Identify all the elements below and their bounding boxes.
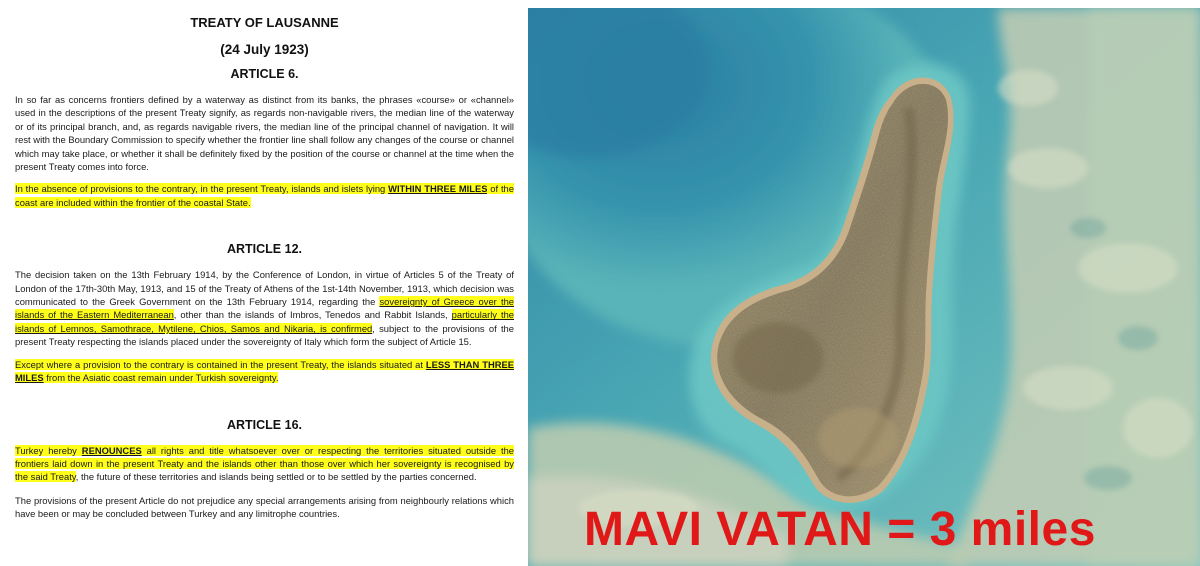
plain-text: , the future of these territories and islands being settled or to be settled by the parties concerned. xyxy=(75,471,477,483)
document-title: TREATY OF LAUSANNE xyxy=(190,15,339,30)
treaty-document xyxy=(0,0,526,566)
document-date: (24 July 1923) xyxy=(220,42,309,57)
highlight-text: of the coast are included within the frontier of the coastal State. xyxy=(15,183,514,208)
emphasis-renounces: RENOUNCES xyxy=(81,444,142,456)
satellite-image xyxy=(528,8,1200,566)
highlight-renounce-territories: all rights and title whatsoever over or respecting the territories situated outside the frontiers laid down in the present Treaty and the islands other than those over which her sovereignty is recognised by the said Treaty xyxy=(15,444,514,483)
article-12-heading: ARTICLE 12. xyxy=(226,242,302,257)
emphasis-within-three-miles: WITHIN THREE MILES xyxy=(388,183,488,195)
plain-text: The decision taken on the 13th February 1914, by the Conference of London, in virtue of Articles 5 of the Treaty of London of the 17th-30th May, 1913, and 15 of the Treaty of Athens of the 1st-14th November, 1913, which decision was communicated to the Greek Government on the 13th February 1914, regarding the xyxy=(15,269,514,308)
article-12-paragraph-2 xyxy=(15,358,514,385)
highlight-text: Except where a provision to the contrary is contained in the present Treaty, the islands situated at xyxy=(15,358,426,370)
plain-text: , other than the islands of Imbros, Tenedos and Rabbit Islands, xyxy=(173,309,452,321)
highlight-islands-confirmed: particularly the islands of Lemnos, Samothrace, Mytilene, Chios, Samos and Nikaria, is confirmed xyxy=(15,309,515,334)
article-16-paragraph-1 xyxy=(15,444,514,484)
satellite-island-illustration xyxy=(528,8,1200,566)
highlight-text: from the Asiatic coast remain under Turkish sovereignty. xyxy=(43,372,279,384)
article-6-paragraph: In so far as concerns frontiers defined by a waterway as distinct from its banks, the phrases «course» or «channel» used in the descriptions of the present Treaty signify, as regards non-navigable rivers, the median line of the waterway or of its principal branch, and, as regards navigable rivers, the median line of the principal channel of navigation. It will rest with the Boundary Commission to specify whether the frontier line shall follow any changes of the course or channel which may take place, or whether it shall be definitely fixed by the position of the course or channel at the time when the present Treaty comes into force. xyxy=(15,94,514,173)
article-16-heading: ARTICLE 16. xyxy=(226,417,302,432)
highlight-greek-sovereignty: sovereignty of Greece over the islands of the Eastern Mediterranean xyxy=(15,296,514,321)
emphasis-less-than-three-miles: LESS THAN THREE MILES xyxy=(15,358,514,384)
article-12-paragraph-1 xyxy=(15,268,514,348)
highlight-text: Turkey hereby xyxy=(15,444,82,456)
mavi-vatan-caption: MAVI VATAN = 3 miles xyxy=(584,503,1096,556)
highlight-text: In the absence of provisions to the contrary, in the present Treaty, islands and islets lying xyxy=(15,183,389,195)
plain-text: , subject to the provisions of the present Treaty respecting the islands placed under the sovereignty of Italy which form the subject of Article 15. xyxy=(15,322,514,348)
article-6-heading: ARTICLE 6. xyxy=(230,67,299,81)
article-16-paragraph-2: The provisions of the present Article do not prejudice any special arrangements arising from neighbourly relations which have been or may be concluded between Turkey and any limitrophe countries. xyxy=(15,494,514,520)
article-6-highlight-paragraph xyxy=(15,182,514,209)
